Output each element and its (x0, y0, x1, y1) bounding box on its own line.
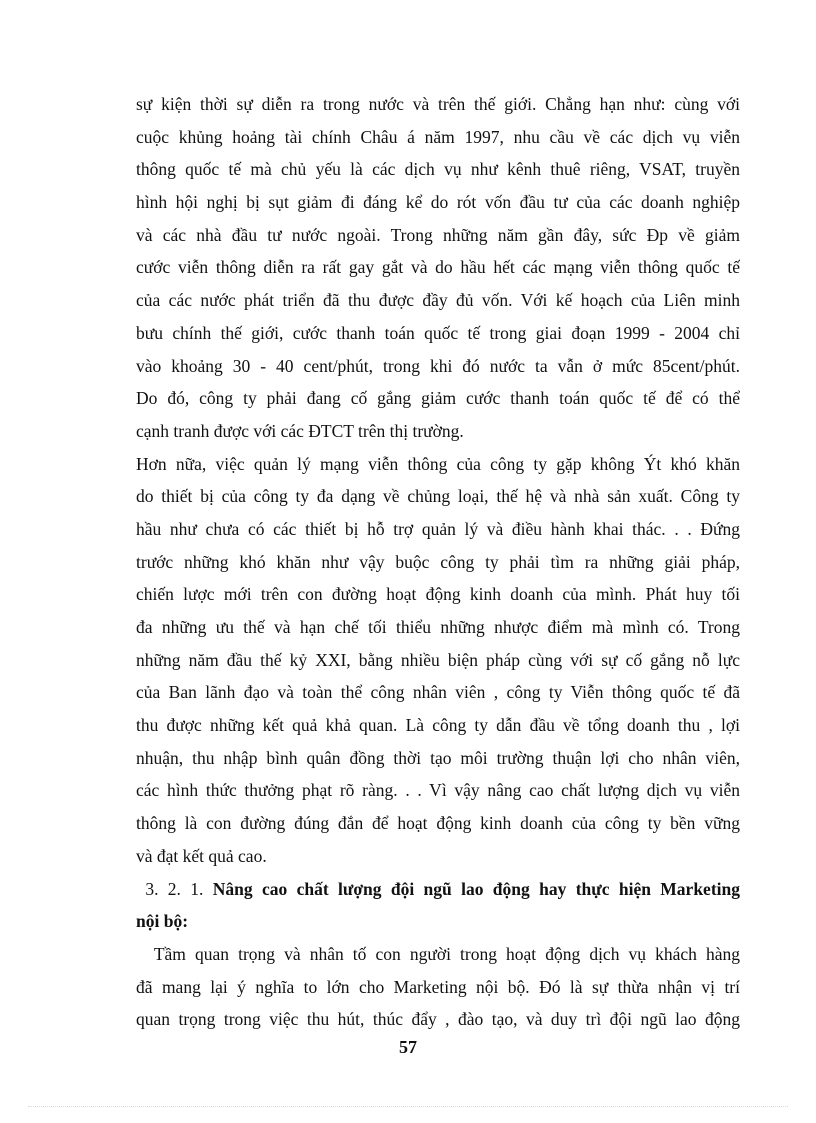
text-line: do thiết bị của công ty đa dạng về chủng loại, thế hệ và nhà sản xuất. Công ty (136, 486, 740, 507)
paragraph-1 (136, 88, 740, 448)
text-line: đã mang lại ý nghĩa to lớn cho Marketing nội bộ. Đó là sự thừa nhận vị trí (136, 976, 740, 997)
text-line: vào khoảng 30 - 40 cent/phút, trong khi đó nước ta vẫn ở mức 85cent/phút. (136, 355, 740, 376)
text-line: các hình thức thưởng phạt rõ ràng. . . Vì vậy nâng cao chất lượng dịch vụ viễn (136, 780, 740, 801)
text-line: của các nước phát triển đã thu được đầy đủ vốn. Với kế hoạch của Liên minh (136, 290, 740, 311)
text-line: chiến lược mới trên con đường hoạt động kinh doanh của mình. Phát huy tối (136, 584, 740, 605)
text-line: những năm đầu thế kỷ XXI, bằng nhiều biện pháp cùng với sự cố gắng nỗ lực (136, 649, 740, 670)
page-number: 57 (399, 1037, 417, 1057)
text-line: thông là con đường đúng đắn để hoạt động kinh doanh của công ty bền vững (136, 813, 740, 834)
section-title: Nâng cao chất lượng đội ngũ lao động hay thực hiện Marketing (212, 878, 741, 899)
section-heading-line: nội bộ: (136, 911, 189, 932)
text-line: thu được những kết quả khả quan. Là công ty dẫn đầu về tổng doanh thu , lợi (136, 715, 740, 736)
text-line: Tầm quan trọng và nhân tố con người trong hoạt động dịch vụ khách hàng (136, 943, 740, 964)
text-line: quan trọng trong việc thu hút, thúc đẩy , đào tạo, và duy trì đội ngũ lao động (136, 1009, 740, 1030)
text-line: và các nhà đầu tư nước ngoài. Trong những năm gần đây, sức Ðp về giảm (136, 224, 740, 245)
text-line: hình hội nghị bị sụt giảm đi đáng kể do rót vốn đầu tư của các doanh nghiệp (136, 192, 740, 213)
footer-divider (28, 1106, 788, 1107)
text-line: Hơn nữa, việc quản lý mạng viễn thông của công ty gặp không Ýt khó khăn (136, 453, 740, 474)
text-line: bưu chính thế giới, cước thanh toán quốc tế trong giai đoạn 1999 - 2004 chỉ (136, 322, 740, 343)
text-line: của Ban lãnh đạo và toàn thể công nhân viên , công ty Viễn thông quốc tế đã (136, 682, 740, 703)
text-line: cạnh tranh được với các ĐTCT trên thị trường. (136, 420, 464, 441)
text-line: cuộc khủng hoảng tài chính Châu á năm 1997, nhu cầu về các dịch vụ viễn (136, 126, 740, 147)
section-heading-line (136, 873, 740, 906)
text-line: cước viễn thông diễn ra rất gay gắt và do hầu hết các mạng viễn thông quốc tế (136, 257, 740, 278)
paragraph-2 (136, 448, 740, 873)
section-heading (136, 873, 740, 938)
text-line: trước những khó khăn như vậy buộc công ty phải tìm ra những giải pháp, (136, 551, 740, 572)
document-body (136, 88, 740, 1036)
text-line: sự kiện thời sự diễn ra trong nước và trên thế giới. Chẳng hạn như: cùng với (136, 94, 740, 114)
text-line: thông quốc tế mà chủ yếu là các dịch vụ như kênh thuê riêng, VSAT, truyền (136, 159, 740, 180)
text-line: đa những ưu thế và hạn chế tối thiểu những nhược điểm mà mình có. Trong (136, 617, 740, 637)
text-line: và đạt kết quả cao. (136, 845, 267, 866)
paragraph-3 (136, 938, 740, 1036)
text-line: Do đó, công ty phải đang cố gắng giảm cước thanh toán quốc tế để có thể (136, 388, 740, 409)
text-line: hầu như chưa có các thiết bị hỗ trợ quản lý và điều hành khai thác. . . Đứng (136, 518, 740, 539)
section-number: 3. 2. 1. (136, 878, 213, 899)
text-line: nhuận, thu nhập bình quân đồng thời tạo môi trường thuận lợi cho nhân viên, (136, 747, 740, 768)
